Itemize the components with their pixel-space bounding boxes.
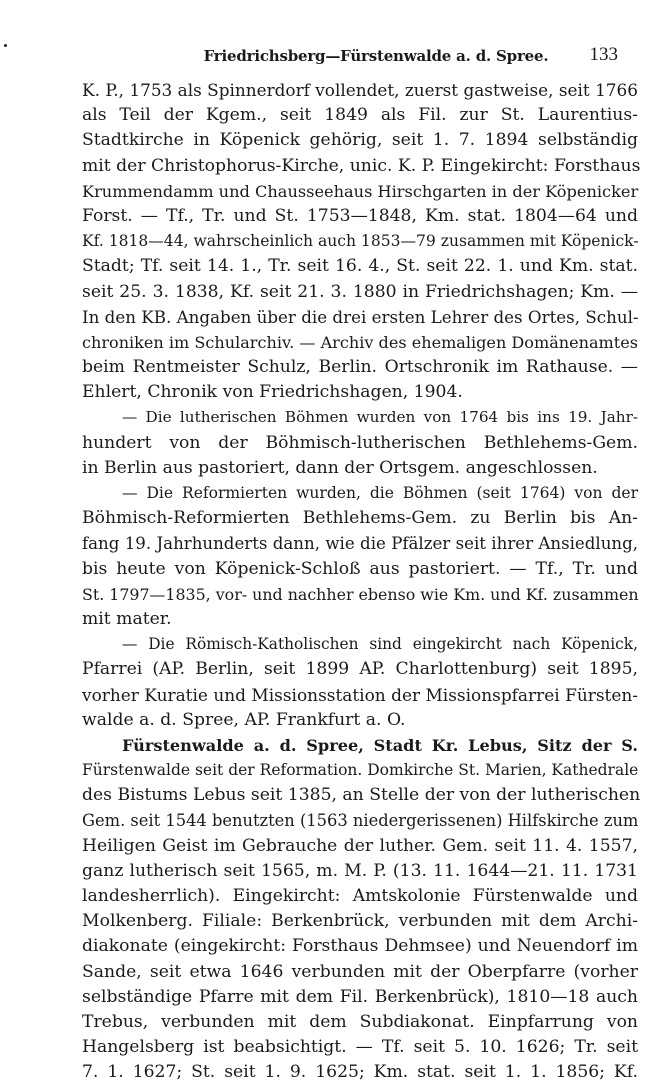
paragraph-reformierte: — Die Reformierten wurden, die Böhmen (seit 1764) von der — [122, 484, 638, 502]
text-line: mit mater. — [82, 608, 172, 629]
text-line: beim Rentmeister Schulz, Berlin. Ortschronik im Rathause. — — [82, 357, 638, 378]
text-line: Ehlert, Chronik von Friedrichshagen, 1904. — [82, 382, 463, 403]
paragraph-roemisch-katholische: — Die Römisch-Katholischen sind eingekircht nach Köpenick, — [122, 635, 638, 654]
text-line: bis heute von Köpenick-Schloß aus pastoriert. — Tf., Tr. und — [82, 558, 638, 579]
body-text — [82, 78, 641, 1086]
text-line: diakonate (eingekircht: Forsthaus Dehmsee) und Neuendorf im — [82, 936, 638, 957]
text-line: Krummendamm und Chausseehaus Hirschgarten in der Köpenicker — [82, 181, 639, 201]
text-line: Pfarrei (AP. Berlin, seit 1899 AP. Charlottenburg) seit 1895, — [82, 659, 638, 680]
text-line: Kf. 1818—44, wahrscheinlich auch 1853—79 zusammen mit Köpenick- — [82, 232, 639, 251]
text-line: Stadtkirche in Köpenick gehörig, seit 1. 7. 1894 selbständig — [82, 130, 638, 151]
page-header — [82, 44, 630, 68]
text-line: K. P., 1753 als Spinnerdorf vollendet, zuerst gastweise, seit 1766 — [82, 80, 638, 100]
text-line: hundert von der Böhmisch-lutherischen Bethlehems-Gem. — [82, 432, 638, 453]
text-line: Trebus, verbunden mit dem Subdiakonat. Einpfarrung von — [82, 1011, 638, 1032]
text-line: Molkenberg. Filiale: Berkenbrück, verbunden mit dem Archi- — [82, 911, 638, 932]
scan-speck — [4, 44, 7, 47]
text-line: Gem. seit 1544 benutzten (1563 niedergerissenen) Hilfskirche zum — [82, 811, 639, 831]
text-line: walde a. d. Spree, AP. Frankfurt a. O. — [82, 709, 406, 730]
paragraph-lutherische-boehmen: — Die lutherischen Böhmen wurden von 1764 bis ins 19. Jahr- — [122, 408, 638, 427]
text-line: Fürstenwalde seit der Reformation. Domkirche St. Marien, Kathedrale — [82, 761, 639, 780]
text-line: des Bistums Lebus seit 1385, an Stelle der von der lutherischen — [82, 785, 641, 806]
text-line: St. 1797—1835, vor- und nachher ebenso wie Km. und Kf. zusammen — [82, 584, 639, 604]
text-line: Stadt; Tf. seit 14. 1., Tr. seit 16. 4., St. seit 22. 1. und Km. stat. — [82, 256, 638, 277]
text-line: mit der Christophorus-Kirche, unic. K. P. Eingekircht: Forsthaus — [82, 155, 641, 176]
text-line: seit 25. 3. 1838, Kf. seit 21. 3. 1880 in Friedrichshagen; Km. — — [82, 281, 638, 302]
text-line: selbständige Pfarre mit dem Fil. Berkenbrück), 1810—18 auch — [82, 986, 638, 1007]
page-number: 133 — [589, 44, 618, 65]
text-line: chroniken im Schularchiv. — Archiv des ehemaligen Domänenamtes — [82, 332, 638, 352]
text-line: Böhmisch-Reformierten Bethlehems-Gem. zu Berlin bis An- — [82, 508, 638, 529]
text-line: Sande, seit etwa 1646 verbunden mit der Oberpfarre (vorher — [82, 961, 638, 982]
text-line: landesherrlich). Eingekircht: Amtskolonie Fürstenwalde und — [82, 886, 638, 906]
text-line: Hangelsberg ist beabsichtigt. — Tf. seit 5. 10. 1626; Tr. seit — [82, 1037, 638, 1058]
text-line: In den KB. Angaben über die drei ersten Lehrer des Ortes, Schul- — [82, 307, 639, 327]
text-line: Forst. — Tf., Tr. und St. 1753—1848, Km. stat. 1804—64 und — [82, 205, 638, 226]
text-line: ganz lutherisch seit 1565, m. M. P. (13. 11. 1644—21. 11. 1731 — [82, 860, 638, 881]
text-line: in Berlin aus pastoriert, dann der Ortsgem. angeschlossen. — [82, 457, 598, 478]
entry-fuerstenwalde-heading: Fürstenwalde a. d. Spree, Stadt Kr. Lebus, Sitz der S. — [122, 735, 638, 755]
text-line: 7. 1. 1627; St. seit 1. 9. 1625; Km. stat. seit 1. 1. 1856; Kf. — [82, 1062, 638, 1083]
text-line: Heiligen Geist im Gebrauche der luther. Gem. seit 11. 4. 1557, — [82, 835, 638, 856]
text-line: vorher Kuratie und Missionsstation der Missionspfarrei Fürsten- — [82, 684, 638, 705]
running-head: Friedrichsberg—Fürstenwalde a. d. Spree. — [203, 47, 549, 65]
text-line: fang 19. Jahrhunderts dann, wie die Pfälzer seit ihrer Ansiedlung, — [82, 534, 638, 554]
text-line: als Teil der Kgem., seit 1849 als Fil. zur St. Laurentius- — [82, 105, 638, 126]
